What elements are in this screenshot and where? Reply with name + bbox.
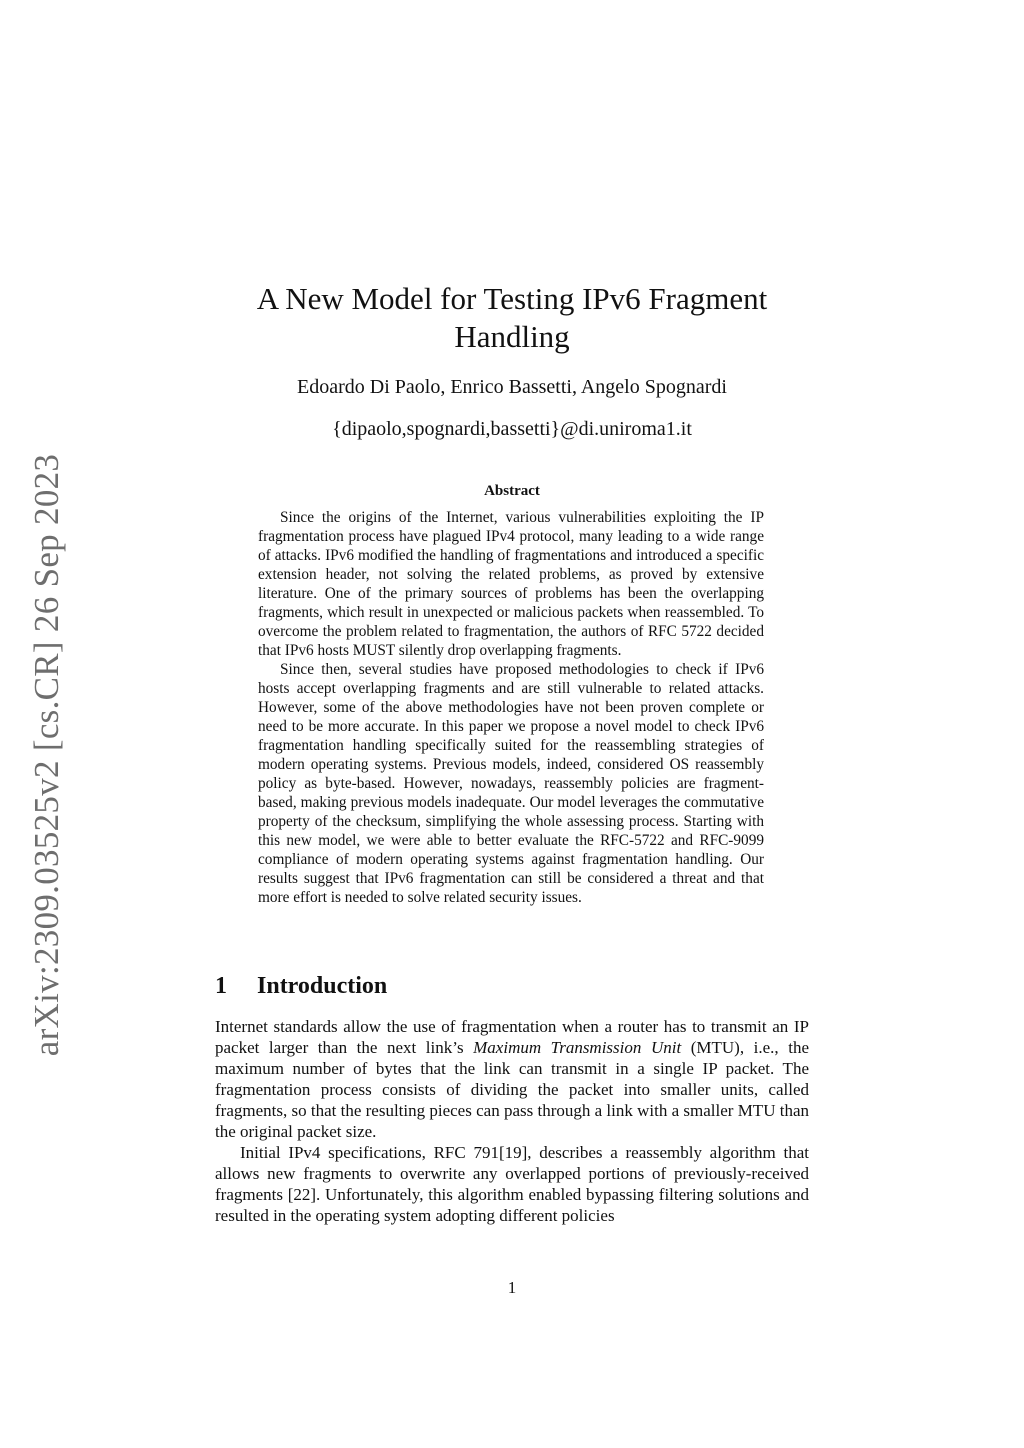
section-heading xyxy=(215,970,809,1002)
body-text-italic: Maximum Transmission Unit xyxy=(473,1038,682,1057)
arxiv-stamp xyxy=(18,453,76,1057)
section-number: 1 xyxy=(215,973,227,999)
arxiv-stamp-text: arXiv:2309.03525v2 [cs.CR] 26 Sep 2023 xyxy=(27,453,67,1057)
section-title: Introduction xyxy=(257,973,388,999)
paper-title: A New Model for Testing IPv6 Fragment Handling xyxy=(256,281,768,354)
page-number: 1 xyxy=(507,1278,517,1297)
abstract-paragraph: Since the origins of the Internet, various vulnerabilities exploiting the IP fragmentation process have plagued IPv4 protocol, many leading to a wide range of attacks. IPv6 modified the handling of fragmentations and introduced a specific extension header, not solving the related problems, as proved by extensive literature. One of the primary sources of problems has been the overlapping fragments, which result in unexpected or malicious packets when reassembled. To overcome the problem related to fragmentation, the authors of RFC 5722 decided that IPv6 hosts MUST silently drop overlapping fragments. xyxy=(258,509,764,659)
introduction-body xyxy=(215,1016,809,1226)
author-emails: {dipaolo,spognardi,bassetti}@di.uniroma1.it xyxy=(332,418,692,440)
body-text-run: Internet standards allow the use of fragmentation when a router has to transmit an IP packet larger than the next link’s xyxy=(215,1017,809,1057)
abstract-body xyxy=(258,508,764,907)
body-text-run: (MTU), i.e., the maximum number of bytes that the link can transmit in a single IP packet. The fragmentation process consists of dividing the packet into smaller units, called fragments, so that the resulting pieces can pass through a link with a smaller MTU than the original packet size. xyxy=(215,1038,809,1141)
paper-authors: Edoardo Di Paolo, Enrico Bassetti, Angelo Spognardi xyxy=(297,376,727,398)
abstract-heading: Abstract xyxy=(484,483,540,499)
body-paragraph: Initial IPv4 specifications, RFC 791[19], describes a reassembly algorithm that allows new fragments to overwrite any overlapped portions of previously-received fragments [22]. Unfortunately, this algorithm enabled bypassing filtering solutions and resulted in the operating system adopting different policies xyxy=(215,1143,809,1225)
body-paragraph xyxy=(215,1016,809,1142)
abstract-paragraph: Since then, several studies have proposed methodologies to check if IPv6 hosts accept overlapping fragments and are still vulnerable to related attacks. However, some of the above methodologies have not been proven complete or need to be more accurate. In this paper we propose a novel model to check IPv6 fragmentation handling specifically suited for the reassembling strategies of modern operating systems. Previous models, indeed, considered OS reassembly policy as byte-based. However, nowadays, reassembly policies are fragment-based, making previous models inadequate. Our model leverages the commutative property of the checksum, simplifying the whole assessing process. Starting with this new model, we were able to better evaluate the RFC-5722 and RFC-9099 compliance of modern operating systems against fragmentation handling. Our results suggest that IPv6 fragmentation can still be considered a threat and that more effort is needed to solve related security issues. xyxy=(258,661,764,906)
